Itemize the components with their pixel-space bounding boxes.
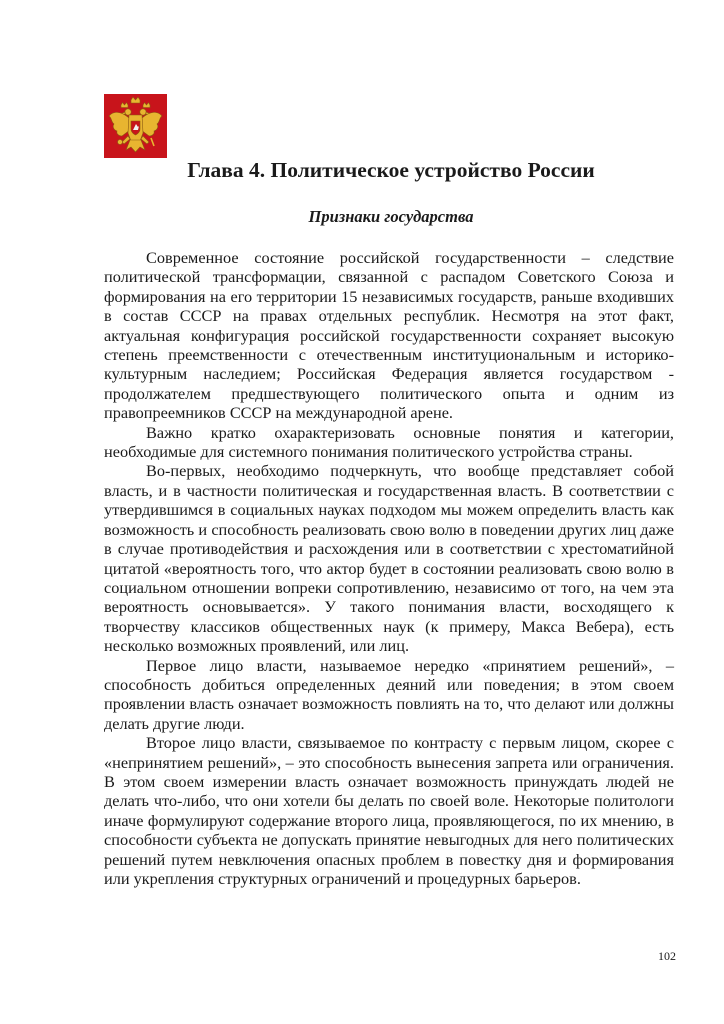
paragraph: Во-первых, необходимо подчеркнуть, что вообще представляет собой власть, и в частности политическая и государственная власть. В соответствии с утвердившимся в социальных науках подходом мы можем определить власть как возможность и способность реализовать свою волю в поведении других лиц даже в случае противодействия и расхождения или в соответствии с хрестоматийной цитатой «вероятность того, что актор будет в состоянии реализовать свою волю в социальном отношении вопреки сопротивлению, независимо от того, на чем эта вероятность основывается». У такого понимания власти, восходящего к творчеству классиков общественных наук (к примеру, Макса Вебера), есть несколько возможных проявлений, или лиц.	[104, 461, 674, 656]
chapter-title: Глава 4. Политическое устройство России	[187, 158, 595, 182]
page-number: 102	[658, 949, 676, 963]
section-title: Признаки государства	[308, 207, 474, 226]
coat-of-arms-icon	[104, 94, 167, 158]
paragraph: Первое лицо власти, называемое нередко «принятием решений», – способность добиться определенных деяний или поведения; в этом своем проявлении власть означает возможность повлиять на то, что делают или должны делать другие люди.	[104, 655, 674, 733]
paragraph: Современное состояние российской государственности – следствие политической трансформации, связанной с распадом Советского Союза и формирования на его территории 15 независимых государств, раньше входивших в состав СССР на правах отдельных республик. Несмотря на этот факт, актуальная конфигурация российской государственности сохраняет высокую степень преемственности с отечественным институциональным и историко-культурным наследием; Российская Федерация является государством - продолжателем предшествующего политического опыта и одним из правопреемников СССР на международной арене.	[104, 248, 674, 423]
paragraph: Второе лицо власти, связываемое по контрасту с первым лицом, скорее с «непринятием решений», – это способность вынесения запрета или ограничения. В этом своем измерении власть означает возможность принуждать людей не делать что-либо, что они хотели бы делать по своей воле. Некоторые политологи иначе формулируют содержание второго лица, проявляющегося, по их мнению, в способности субъекта не допускать принятие невыгодных для него политических решений путем невключения опасных проблем в повестку дня и формирования или укрепления структурных ограничений и процедурных барьеров.	[104, 733, 674, 888]
paragraph: Важно кратко охарактеризовать основные понятия и категории, необходимые для системного понимания политического устройства страны.	[104, 422, 674, 462]
body-text	[104, 248, 674, 888]
